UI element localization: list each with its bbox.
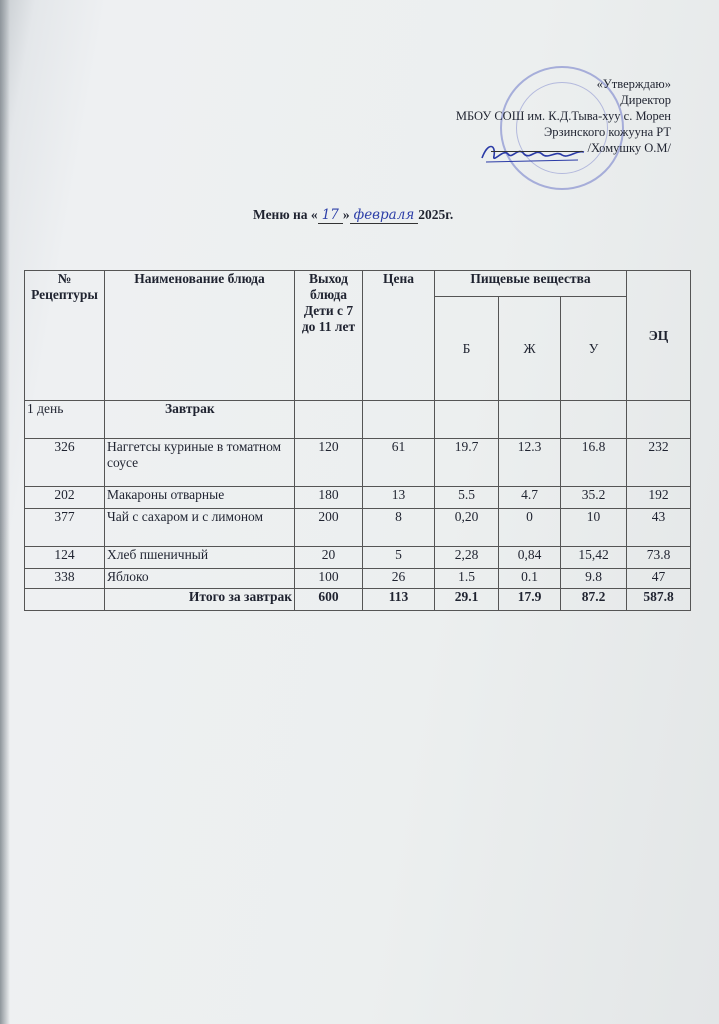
cell-u: 9.8	[561, 569, 627, 589]
cell-ec: 73.8	[627, 547, 691, 569]
cell-dish: Наггетсы куриные в томатном соусе	[105, 439, 295, 487]
cell-zh: 4.7	[499, 487, 561, 509]
cell-price: 26	[363, 569, 435, 589]
total-row	[25, 589, 691, 611]
header-ec: ЭЦ	[627, 271, 691, 401]
table-row	[25, 439, 691, 487]
cell-yield: 120	[295, 439, 363, 487]
cell-b: 19.7	[435, 439, 499, 487]
cell-dish: Чай с сахаром и с лимоном	[105, 509, 295, 547]
title-prefix: Меню на «	[253, 207, 318, 222]
cell-dish: Яблоко	[105, 569, 295, 589]
section-row	[25, 401, 691, 439]
menu-table	[24, 270, 691, 611]
total-price: 113	[363, 589, 435, 611]
approval-name: /Хомушку О.М/	[587, 141, 671, 155]
title-mid: »	[342, 207, 350, 222]
table-row	[25, 487, 691, 509]
total-yield: 600	[295, 589, 363, 611]
cell-yield: 20	[295, 547, 363, 569]
header-price: Цена	[363, 271, 435, 401]
cell-b: 2,28	[435, 547, 499, 569]
header-nutrients: Пищевые вещества	[435, 271, 627, 297]
approval-signature-line	[456, 140, 671, 156]
cell-b: 5.5	[435, 487, 499, 509]
cell-price: 61	[363, 439, 435, 487]
table-row	[25, 547, 691, 569]
section-day: 1 день	[25, 401, 105, 439]
cell-u: 10	[561, 509, 627, 547]
cell-u: 16.8	[561, 439, 627, 487]
cell-recipe: 338	[25, 569, 105, 589]
cell-ec: 43	[627, 509, 691, 547]
cell-zh: 0,84	[499, 547, 561, 569]
header-dish: Наименование блюда	[105, 271, 295, 401]
total-u: 87.2	[561, 589, 627, 611]
approval-school: МБОУ СОШ им. К.Д.Тыва-хуу с. Морен	[455, 109, 671, 123]
cell-u: 15,42	[561, 547, 627, 569]
total-zh: 17.9	[499, 589, 561, 611]
cell-zh: 0	[499, 509, 561, 547]
header-b: Б	[435, 297, 499, 401]
cell-price: 5	[363, 547, 435, 569]
total-label: Итого за завтрак	[105, 589, 295, 611]
approval-district: Эрзинского кожууна РТ	[543, 125, 671, 139]
cell-yield: 180	[295, 487, 363, 509]
signature-underline	[491, 151, 583, 152]
cell-dish: Хлеб пшеничный	[105, 547, 295, 569]
cell-yield: 200	[295, 509, 363, 547]
cell-ec: 232	[627, 439, 691, 487]
table-row	[25, 569, 691, 589]
page-shadow	[0, 0, 10, 1024]
cell-b: 1.5	[435, 569, 499, 589]
table-row	[25, 509, 691, 547]
approval-block	[456, 76, 671, 156]
total-b: 29.1	[435, 589, 499, 611]
cell-recipe: 202	[25, 487, 105, 509]
header-u: У	[561, 297, 627, 401]
cell-recipe: 377	[25, 509, 105, 547]
approval-position: Директор	[620, 93, 671, 107]
title-month: февраля	[350, 207, 419, 224]
header-recipe: № Рецептуры	[25, 271, 105, 401]
cell-price: 8	[363, 509, 435, 547]
cell-yield: 100	[295, 569, 363, 589]
cell-zh: 0.1	[499, 569, 561, 589]
cell-u: 35.2	[561, 487, 627, 509]
title-day: 17	[318, 207, 343, 224]
cell-b: 0,20	[435, 509, 499, 547]
section-meal: Завтрак	[105, 401, 295, 439]
cell-ec: 192	[627, 487, 691, 509]
menu-title	[253, 207, 453, 223]
cell-ec: 47	[627, 569, 691, 589]
total-ec: 587.8	[627, 589, 691, 611]
cell-price: 13	[363, 487, 435, 509]
approval-heading: «Утверждаю»	[596, 77, 671, 91]
header-yield: Выход блюда Дети с 7 до 11 лет	[295, 271, 363, 401]
title-suffix: 2025г.	[418, 207, 454, 222]
cell-recipe: 326	[25, 439, 105, 487]
cell-dish: Макароны отварные	[105, 487, 295, 509]
header-zh: Ж	[499, 297, 561, 401]
cell-recipe: 124	[25, 547, 105, 569]
cell-zh: 12.3	[499, 439, 561, 487]
